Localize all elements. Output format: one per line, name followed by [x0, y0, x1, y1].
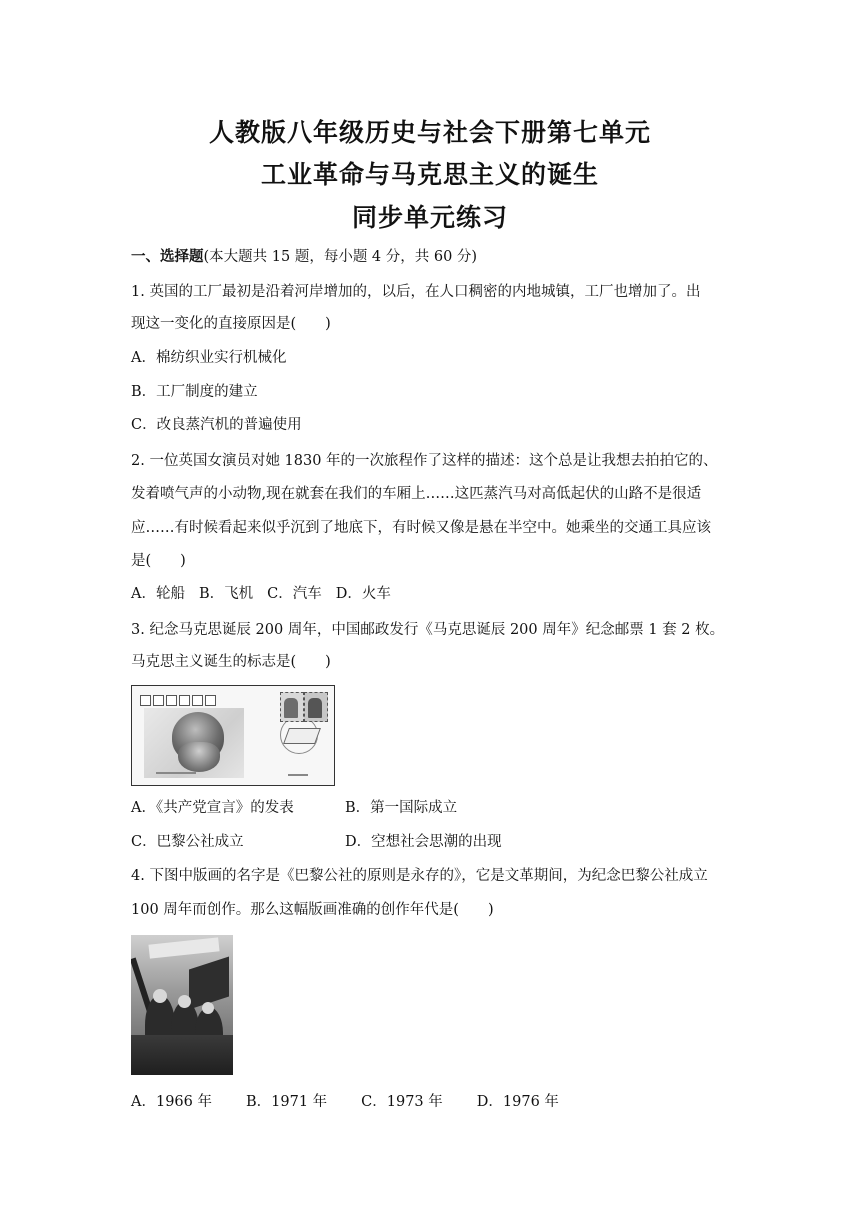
question-4-text-line-2: 100 周年而创作。那么这幅版画准确的创作年代是( ) [131, 902, 494, 918]
question-1-option-b: B．工厂制度的建立 [131, 384, 258, 400]
question-4-option-b: B．1971 年 [245, 1094, 328, 1110]
question-2-text-line-1: 2. 一位英国女演员对她 1830 年的一次旅程作了这样的描述：这个总是让我想去拍拍它的、 [131, 453, 718, 469]
page-subtitle-2: 同步单元练习 [351, 203, 508, 232]
question-3-text-line-1: 3. 纪念马克思诞辰 200 周年，中国邮政发行《马克思诞辰 200 周年》纪念邮票 1 套 2 枚。 [131, 622, 725, 638]
paris-commune-woodcut-image [131, 935, 233, 1075]
page-subtitle: 工业革命与马克思主义的诞生 [260, 160, 599, 189]
question-2-text-line-3: 应……有时候看起来似乎沉到了地底下，有时候又像是悬在半空中。她乘坐的交通工具应该 [131, 520, 711, 536]
section-heading: 一、选择题 [131, 249, 204, 265]
question-4-option-d: D．1976 年 [476, 1094, 559, 1110]
question-1-text-line-1: 1. 英国的工厂最初是沿着河岸增加的，以后，在人口稠密的内地城镇，工厂也增加了。出 [131, 284, 701, 300]
question-4-text-line-1: 4. 下图中版画的名字是《巴黎公社的原则是永存的》，它是文革期间，为纪念巴黎公社成立 [131, 868, 708, 884]
question-1-option-a: A．棉纺织业实行机械化 [131, 350, 287, 366]
question-2-option-d: D．火车 [335, 586, 391, 602]
marx-stamp-cover-image [131, 685, 335, 786]
question-2-option-b: B．飞机 [198, 586, 254, 602]
section-header [131, 247, 477, 267]
question-2-text-line-2: 发着喷气声的小动物,现在就套在我们的车厢上……这匹蒸汽马对高低起伏的山路不是很适 [131, 486, 702, 502]
question-3-text-line-2: 马克思主义诞生的标志是( ) [131, 654, 331, 670]
question-3-option-a: A．《共产党宣言》的发表 [131, 800, 294, 816]
question-2-option-c: C．汽车 [267, 586, 322, 602]
question-2-option-a: A．轮船 [131, 586, 185, 602]
page-title: 人教版八年级历史与社会下册第七单元 [208, 118, 651, 147]
question-3-option-b: B．第一国际成立 [345, 800, 458, 816]
question-2-text-line-4: 是( ) [131, 553, 186, 569]
question-4-option-a: A．1966 年 [131, 1094, 212, 1110]
question-4-option-c: C．1973 年 [361, 1094, 443, 1110]
question-1-option-c: C．改良蒸汽机的普遍使用 [131, 417, 302, 433]
question-4-options [131, 1092, 559, 1112]
question-3-option-c: C．巴黎公社成立 [131, 834, 244, 850]
section-note: (本大题共 15 题，每小题 4 分，共 60 分) [203, 249, 478, 265]
question-1-text-line-2: 现这一变化的直接原因是( ) [131, 316, 331, 332]
question-2-options [131, 584, 391, 604]
question-3-option-d: D．空想社会思潮的出现 [345, 834, 502, 850]
